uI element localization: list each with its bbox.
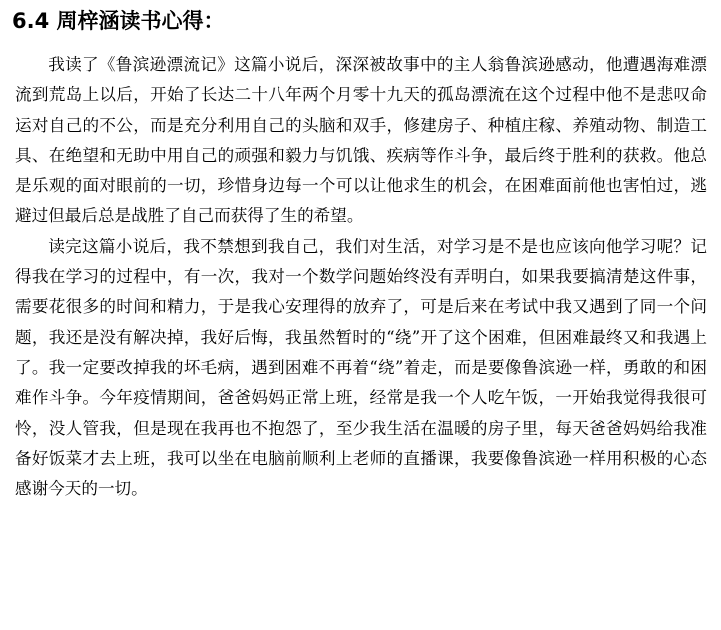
essay-body (15, 50, 707, 504)
paragraph-2: 读完这篇小说后，我不禁想到我自己，我们对生活，对学习是不是也应该向他学习呢？记得我在学习的过程中，有一次，我对一个数学问题始终没有弄明白，如果我要搞清楚这件事，需要花很多的时间和精力，于是我心安理得的放弃了，可是后来在考试中我又遇到了同一个问题，我还是没有解决掉，我好后悔，我虽然暂时的“绕”开了这个困难，但困难最终又和我遇上了。我一定要改掉我的坏毛病，遇到困难不再着“绕”着走，而是要像鲁滨逊一样，勇敢的和困难作斗争。今年疫情期间，爸爸妈妈正常上班，经常是我一个人吃午饭，一开始我觉得我很可怜，没人管我，但是现在我再也不抱怨了，至少我生活在温暖的房子里，每天爸爸妈妈给我准备好饭菜才去上班，我可以坐在电脑前顺利上老师的直播课，我要像鲁滨逊一样用积极的心态感谢今天的一切。 (15, 236, 707, 499)
paragraph-1: 我读了《鲁滨逊漂流记》这篇小说后，深深被故事中的主人翁鲁滨逊感动，他遭遇海难漂流到荒岛上以后，开始了长达二十八年两个月零十九天的孤岛漂流在这个过程中他不是悲叹命运对自己的不公，而是充分利用自己的头脑和双手，修建房子、种植庄稼、养殖动物、制造工具、在绝望和无助中用自己的顽强和毅力与饥饿、疾病等作斗争，最后终于胜利的获救。他总是乐观的面对眼前的一切，珍惜身边每一个可以让他求生的机会，在困难面前他也害怕过，逃避过但最后总是战胜了自己而获得了生的希望。 (15, 55, 707, 226)
page-heading: 6.4 周梓涵读书心得： (12, 9, 225, 33)
